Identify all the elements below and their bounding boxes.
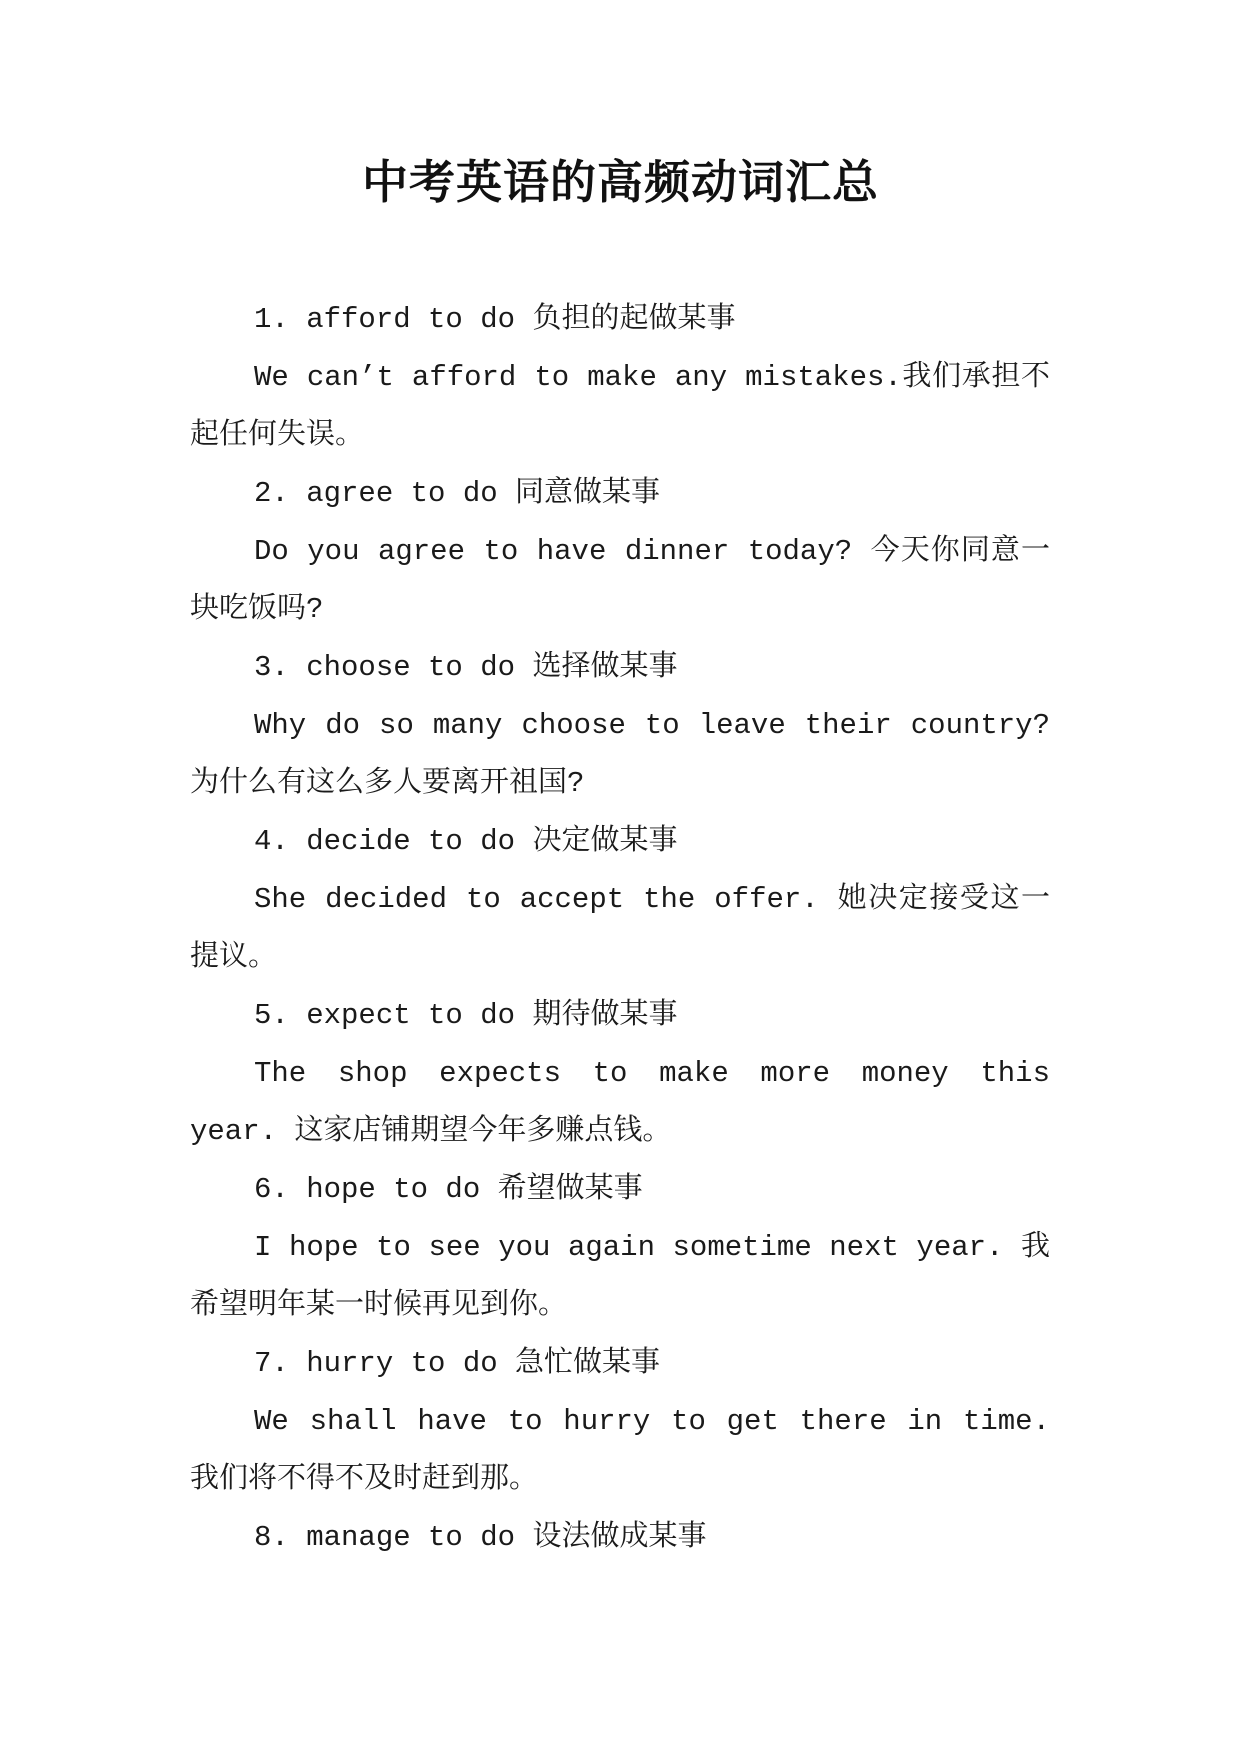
- entry-heading-1: 1. afford to do 负担的起做某事: [254, 303, 736, 336]
- entry-heading-3: 3. choose to do 选择做某事: [254, 651, 678, 684]
- entry-example-6: I hope to see you again sometime next year. 我希望明年某一时候再见到你。: [190, 1231, 1050, 1322]
- document-body: [190, 291, 1050, 1567]
- entry-example-7: We shall have to hurry to get there in time. 我们将不得不及时赶到那。: [190, 1405, 1050, 1496]
- entry-example-4: She decided to accept the offer. 她决定接受这一提议。: [190, 883, 1050, 974]
- entry-example-3: Why do so many choose to leave their country? 为什么有这么多人要离开祖国?: [190, 709, 1050, 800]
- document-title: 中考英语的高频动词汇总: [362, 155, 879, 209]
- entry-heading-4: 4. decide to do 决定做某事: [254, 825, 678, 858]
- entry-example-1: We can’t afford to make any mistakes.我们承担不起任何失误。: [190, 361, 1050, 452]
- entry-heading-6: 6. hope to do 希望做某事: [254, 1173, 643, 1206]
- entry-example-5: The shop expects to make more money this year. 这家店铺期望今年多赚点钱。: [190, 1057, 1050, 1148]
- entry-heading-8: 8. manage to do 设法做成某事: [254, 1521, 707, 1554]
- entry-example-2: Do you agree to have dinner today? 今天你同意一块吃饭吗?: [190, 535, 1050, 626]
- entry-heading-7: 7. hurry to do 急忙做某事: [254, 1347, 661, 1380]
- entry-heading-2: 2. agree to do 同意做某事: [254, 477, 661, 510]
- entry-heading-5: 5. expect to do 期待做某事: [254, 999, 678, 1032]
